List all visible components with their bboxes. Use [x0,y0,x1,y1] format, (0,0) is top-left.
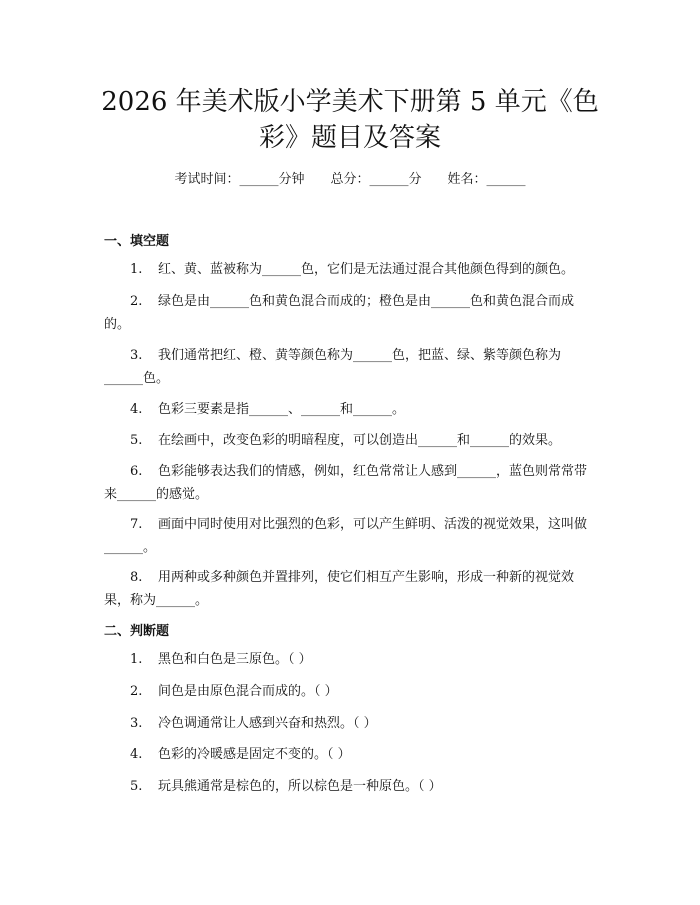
question-number: 1. [130,262,143,277]
question-number: 6. [130,464,143,479]
true-false-question [104,648,599,671]
fill-in-question [104,344,599,390]
question-number: 5. [130,779,143,794]
fill-in-question [104,513,599,559]
question-number: 3. [130,716,143,731]
fill-in-question [104,429,599,452]
question-text: 黑色和白色是三原色。（ ） [158,652,312,667]
exam-time-label: 考试时间：______分钟 [174,172,305,187]
question-number: 2. [130,684,143,699]
true-false-question [104,775,599,798]
question-text: 用两种或多种颜色并置排列，使它们相互产生影响，形成一种新的视觉效果，称为______。 [104,570,575,608]
question-text: 我们通常把红、橙、黄等颜色称为______色，把蓝、绿、紫等颜色称为______色。 [104,348,562,386]
true-false-question [104,680,599,703]
student-name-label: 姓名：______ [447,172,526,187]
question-text: 色彩三要素是指______、______和______。 [158,402,406,417]
question-text: 在绘画中，改变色彩的明暗程度，可以创造出______和______的效果。 [158,433,562,448]
question-text: 间色是由原色混合而成的。（ ） [158,684,338,699]
question-number: 2. [130,294,143,309]
question-text: 画面中同时使用对比强烈的色彩，可以产生鲜明、活泼的视觉效果，这叫做______。 [104,517,588,555]
question-number: 3. [130,348,143,363]
question-number: 4. [130,402,143,417]
question-text: 玩具熊通常是棕色的，所以棕色是一种原色。（ ） [158,779,442,794]
document-title: 2026 年美术版小学美术下册第 5 单元《色彩》题目及答案 [101,87,599,153]
question-number: 7. [130,517,143,532]
question-number: 8. [130,570,143,585]
fill-in-question [104,290,599,336]
question-text: 绿色是由______色和黄色混合而成的；橙色是由______色和黄色混合而成的。 [104,294,575,332]
question-number: 4. [130,747,143,762]
question-text: 色彩能够表达我们的情感，例如，红色常常让人感到______，蓝色则常常带来______的感觉。 [104,464,588,502]
total-score-label: 总分：______分 [330,172,422,187]
fill-in-question [104,398,599,421]
question-text: 红、黄、蓝被称为______色，它们是无法通过混合其他颜色得到的颜色。 [158,262,575,277]
fill-in-question [104,258,599,281]
fill-in-question [104,566,599,612]
question-number: 5. [130,433,143,448]
true-false-question [104,743,599,766]
question-number: 1. [130,652,143,667]
section-true-false-title: 二、判断题 [104,624,170,639]
exam-meta [0,171,700,189]
question-text: 色彩的冷暖感是固定不变的。（ ） [158,747,351,762]
fill-in-question [104,460,599,506]
question-text: 冷色调通常让人感到兴奋和热烈。（ ） [158,716,377,731]
section-fill-in-title: 一、填空题 [104,234,170,249]
true-false-question [104,712,599,735]
